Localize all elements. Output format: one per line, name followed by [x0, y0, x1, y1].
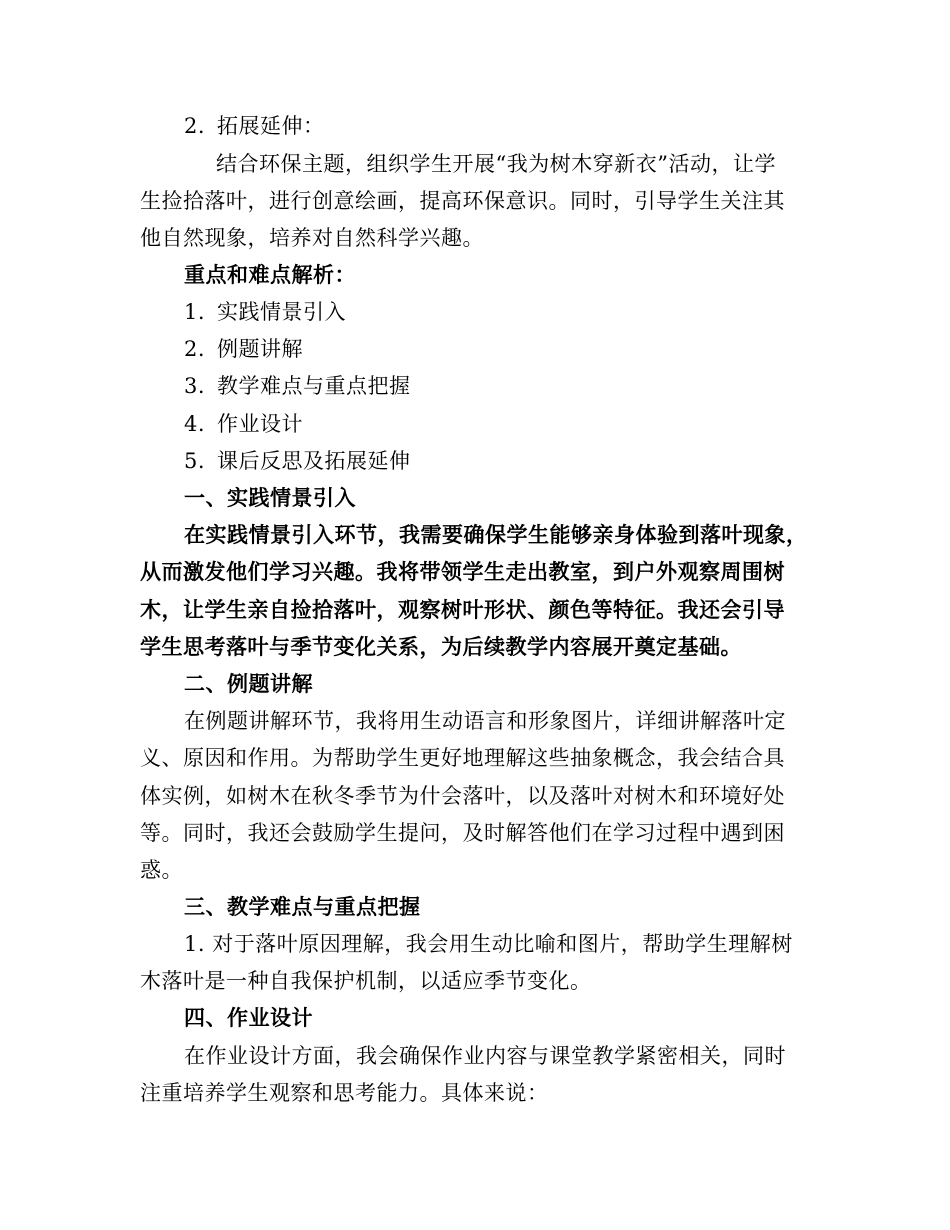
section-1-paragraph-line: 木，让学生亲自捡拾落叶，观察树叶形状、颜色等特征。我还会引导 [140, 597, 785, 622]
section-2-paragraph-line: 体实例，如树木在秋冬季节为什会落叶，以及落叶对树木和环境好处 [140, 784, 785, 808]
toc-item-number: 2. [184, 337, 206, 361]
section-4-title: 四、作业设计 [184, 1005, 313, 1030]
section-2-paragraph-line: 在例题讲解环节，我将用生动语言和形象图片，详细讲解落叶定 [184, 709, 786, 733]
section-3-paragraph-line: 木落叶是一种自我保护机制，以适应季节变化。 [140, 969, 592, 993]
section-2-title: 二、例题讲解 [184, 671, 313, 696]
section-1-paragraph-line: 从而激发他们学习兴趣。我将带领学生走出教室，到户外观察周围树 [140, 559, 785, 584]
section-2-paragraph-line: 等。同时，我还会鼓励学生提问，及时解答他们在学习过程中遇到困 [140, 821, 785, 845]
toc-item-number: 4. [184, 412, 206, 436]
section-1-title: 一、实践情景引入 [184, 485, 356, 510]
section-2-paragraph-line: 惑。 [140, 858, 183, 882]
extension-paragraph-line: 生捡拾落叶，进行创意绘画，提高环保意识。同时，引导学生关注其 [140, 189, 785, 213]
toc-item-number: 3. [184, 374, 206, 398]
section-2-paragraph-line: 义、原因和作用。为帮助学生更好地理解这些抽象概念，我会结合具 [140, 746, 785, 770]
section-4-paragraph-line: 在作业设计方面，我会确保作业内容与课堂教学紧密相关，同时 [184, 1044, 786, 1068]
extension-heading-number: 2. [184, 114, 206, 138]
section-3-paragraph-line: 1. 对于落叶原因理解，我会用生动比喻和图片，帮助学生理解树 [184, 932, 793, 956]
analysis-title: 重点和难点解析： [184, 262, 356, 287]
toc-item [184, 372, 864, 400]
section-4-paragraph-line: 注重培养学生观察和思考能力。具体来说： [140, 1081, 549, 1105]
toc-item-text: 作业设计 [217, 412, 303, 436]
toc-item-text: 例题讲解 [217, 337, 303, 361]
toc-item [184, 410, 864, 438]
toc-item-text: 实践情景引入 [217, 300, 346, 324]
section-1-paragraph-line: 学生思考落叶与季节变化关系，为后续教学内容展开奠定基础。 [140, 634, 742, 659]
toc-item [184, 447, 864, 475]
toc-item [184, 335, 864, 363]
extension-heading-text: 拓展延伸： [217, 114, 325, 138]
toc-item-text: 教学难点与重点把握 [217, 374, 411, 398]
section-1-paragraph-line: 在实践情景引入环节，我需要确保学生能够亲身体验到落叶现象， [184, 522, 808, 547]
extension-heading [184, 112, 864, 140]
extension-paragraph-line: 他自然现象，培养对自然科学兴趣。 [140, 226, 484, 250]
extension-paragraph-line: 结合环保主题，组织学生开展“我为树木穿新衣”活动，让学 [216, 152, 776, 176]
toc-item-number: 1. [184, 300, 206, 324]
section-3-title: 三、教学难点与重点把握 [184, 894, 421, 919]
toc-item-number: 5. [184, 449, 206, 473]
toc-item-text: 课后反思及拓展延伸 [217, 449, 411, 473]
toc-item [184, 298, 864, 326]
